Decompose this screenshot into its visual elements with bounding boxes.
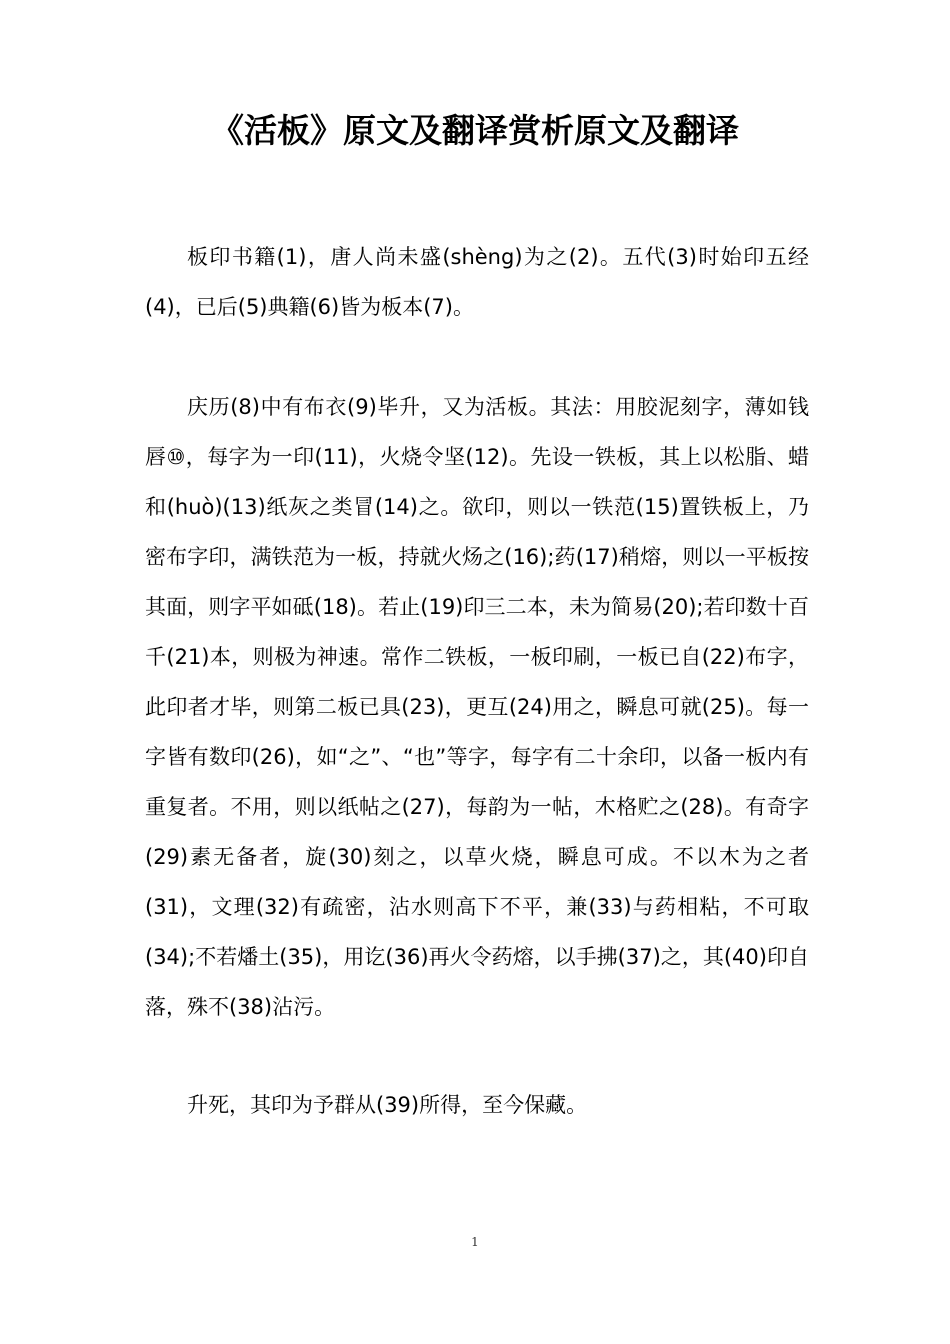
paragraph-ending: 升死，其印为予群从(39)所得，至今保藏。: [187, 1093, 588, 1117]
paragraph-intro: 板印书籍(1)，唐人尚未盛(shèng)为之(2)。五代(3)时始印五经(4)，已后(5)典籍(6)皆为板本(7)。: [145, 245, 809, 319]
document-title: 《活板》原文及翻译赏析原文及翻译: [211, 111, 739, 150]
paragraph-method: 庆历(8)中有布衣(9)毕升，又为活板。其法：用胶泥刻字，薄如钱唇⑩，每字为一印(11)，火烧令坚(12)。先设一铁板，其上以松脂、蜡和(huò)(13)纸灰之类冒(14)之。欲印，则以一铁范(15)置铁板上，乃密布字印，满铁范为一板，持就火炀之(16);药(17)稍熔，则以一平板按其面，则字平如砥(18)。若止(19)印三二本，未为简易(20);若印数十百千(21)本，则极为神速。常作二铁板，一板印刷，一板已自(22)布字，此印者才毕，则第二板已具(23)，更互(24)用之，瞬息可就(25)。每一字皆有数印(26)，如“之”、“也”等字，每字有二十余印，以备一板内有重复者。不用，则以纸帖之(27)，每韵为一帖，木格贮之(28)。有奇字(29)素无备者，旋(30)刻之，以草火烧，瞬息可成。不以木为之者(31)，文理(32)有疏密，沾水则高下不平，兼(33)与药相粘，不可取(34);不若燔土(35)，用讫(36)再火令药熔，以手拂(37)之，其(40)印自落，殊不(38)沾污。: [145, 395, 809, 1019]
page-number: 1: [471, 1235, 479, 1249]
